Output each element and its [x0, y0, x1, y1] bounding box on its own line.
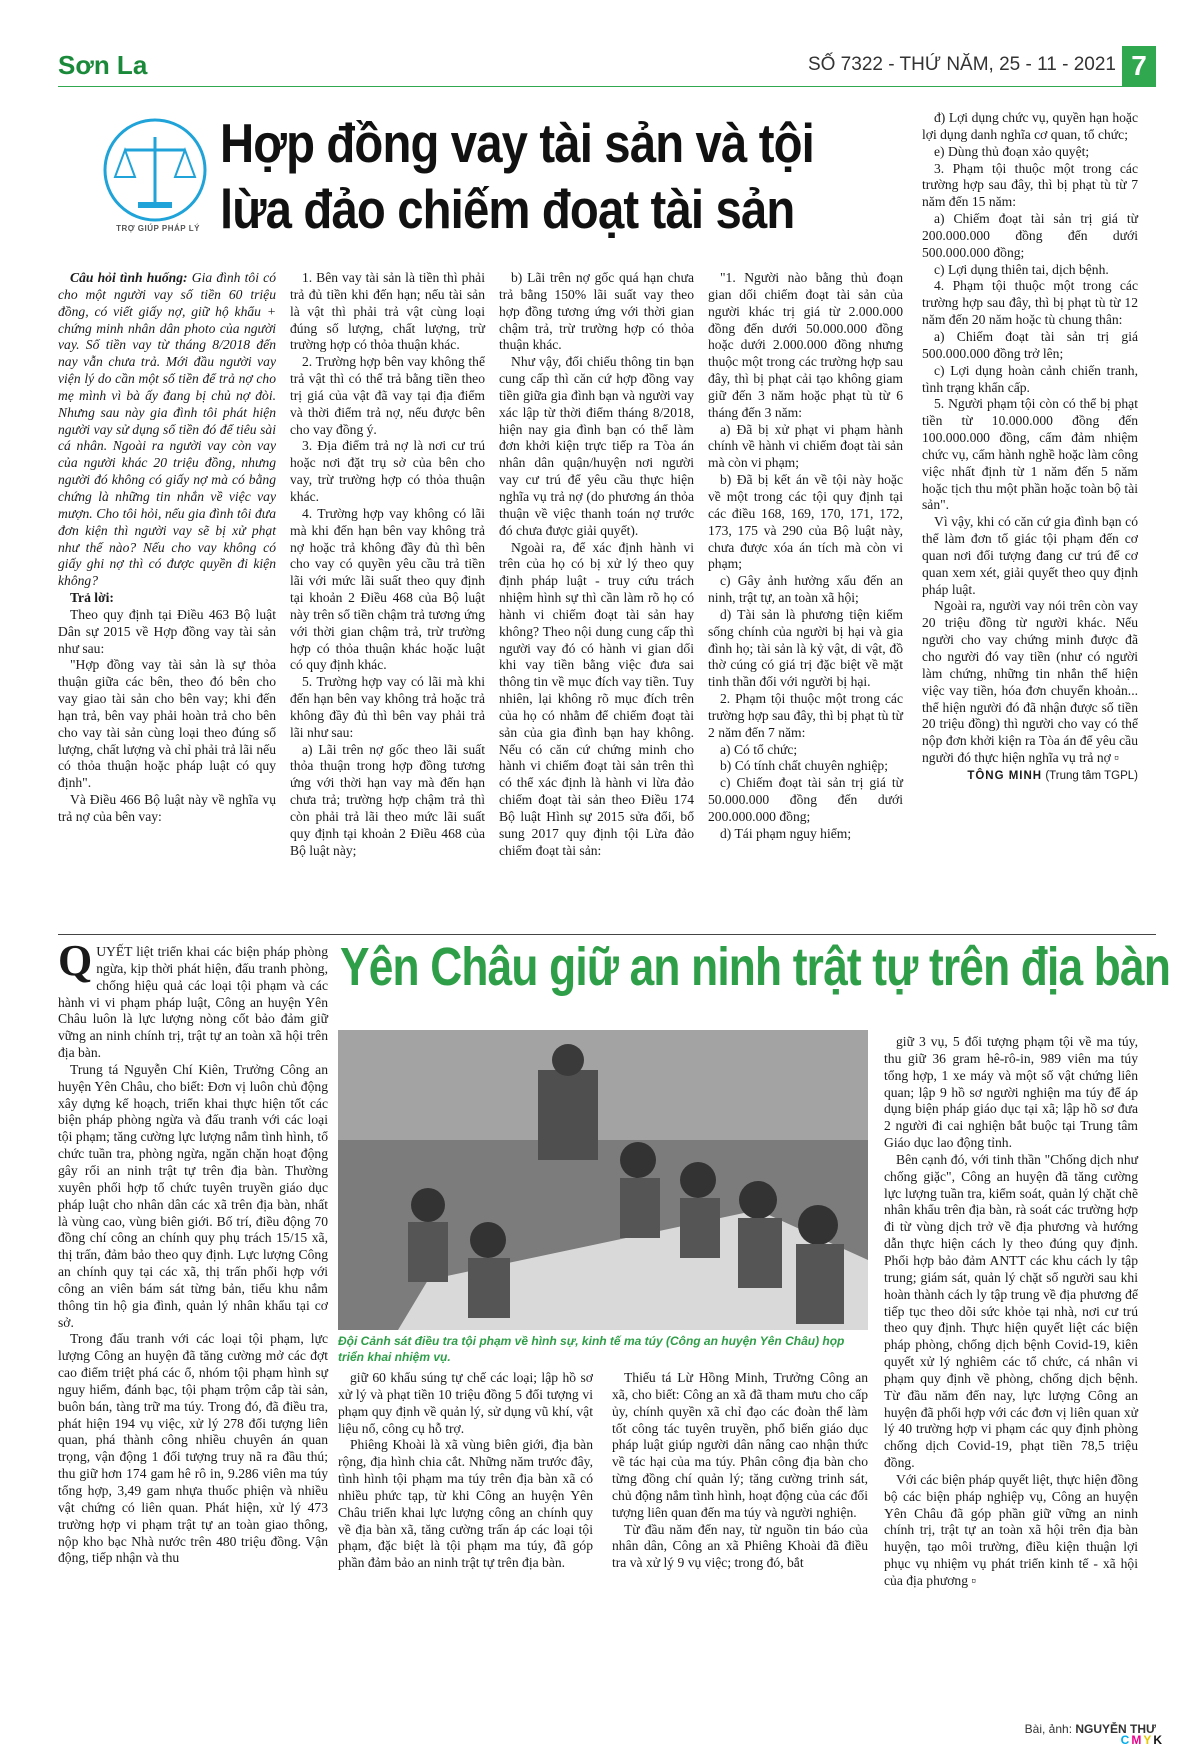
article1-column-5: [922, 110, 1138, 783]
paragraph: Như vậy, đối chiếu thông tin bạn cung cấp thì căn cứ hợp đồng vay tiền giữa gia đình bạn và người vay xác lập từ thời điểm tháng 8/2018, hiện nay gia đình bạn có thể làm đơn khởi kiện trực tiếp ra Tòa án nhân dân quận/huyện nơi người vay cư trú để yêu cầu thực hiện nghĩa vụ trả nợ (do phương án thỏa thuận về việc thanh toán nợ trước đó chưa được giải quyết).: [499, 354, 694, 538]
paragraph: a) Chiếm đoạt tài sản trị giá từ 200.000.000 đồng đến dưới 500.000.000 đồng;: [922, 211, 1138, 260]
byline-name: TÔNG MINH: [967, 769, 1043, 782]
paragraph: 4. Trường hợp vay không có lãi mà khi đến hạn bên vay không trả nợ hoặc trả không đầy đủ thì bên cho vay có quyền yêu cầu trả tiền lãi với mức lãi suất theo quy định tại khoản 2 Điều 468 của Bộ luật này trên số tiền chậm trả tương ứng với thời gian chậm trả, trừ trường hợp có thỏa thuận khác hoặc luật có quy định khác.: [290, 505, 485, 673]
issue-line: SỐ 7322 - THỨ NĂM, 25 - 11 - 2021: [807, 54, 1116, 75]
question-label: Câu hỏi tình huống:: [70, 270, 188, 285]
article1-column-1: [58, 270, 276, 826]
paragraph: 3. Địa điểm trả nợ là nơi cư trú hoặc nơi đặt trụ sở của bên cho vay, trừ trường hợp có thỏa thuận khác.: [290, 438, 485, 504]
page-header: [0, 0, 1200, 90]
paragraph: Và Điều 466 Bộ luật này về nghĩa vụ trả nợ của bên vay:: [58, 792, 276, 824]
header-rule: [58, 86, 1156, 87]
article1-column-3: [499, 270, 694, 860]
article-divider: [58, 934, 1156, 935]
paragraph: b) Lãi trên nợ gốc quá hạn chưa trả bằng 150% lãi suất vay theo hợp đồng tương ứng với thời gian chậm trả, trừ trường hợp có thỏa thuận khác.: [499, 270, 694, 353]
article2-column-3: [612, 1370, 868, 1572]
paragraph: b) Đã bị kết án về tội này hoặc về một trong các tội quy định tại các điều 168, 169, 170, 171, 172, 173, 175 và 290 của Bộ luật này, chưa được xóa án tích mà còn vi phạm;: [708, 472, 903, 572]
article2-column-1: [58, 936, 328, 1567]
paragraph: Trung tá Nguyễn Chí Kiên, Trưởng Công an huyện Yên Châu, cho biết: Đơn vị luôn chủ động xây dựng kế hoạch, triển khai thực hiện tốt các biện pháp phòng ngừa và đấu tranh với các loại tội phạm; tăng cường lực lượng nắm tình hình, tổ chức tuần tra, phòng ngừa, ngăn chặn hoạt động gây rối an ninh trật tự trên địa bàn. Thường xuyên phối hợp tổ chức tuyên truyền giáo dục pháp luật cho nhân dân các xã trên địa bàn, nhất là vùng cao, vùng biên giới. Bố trí, điều động 70 đồng chí công an chính quy phụ trách 15/15 xã, thị trấn, đảm bảo theo quy định. Lực lượng Công an chính quy tại các xã, thị trấn phối hợp với công an viên bám sát từng bản, tiểu khu nắm thông tin hộ gia đình, quản lý nhân khẩu tại cơ sở.: [58, 1061, 328, 1330]
paragraph: a) Có tổ chức;: [720, 741, 798, 757]
paragraph: Ngoài ra, người vay nói trên còn vay 20 triệu đồng từ người khác. Nếu người cho vay chứng minh được đã cho người đó vay tiền (như có người làm chứng, những tin nhắn thể hiện việc vay tiền, hóa đơn chuyển khoản... thể hiện người đó đã nhận được số tiền 20 triệu đồng) thì người cho vay có thể nộp đơn khởi kiện ra Tòa án để yêu cầu người đó thực hiện nghĩa vụ trả nợ ▫: [922, 598, 1138, 766]
question-text: Gia đình tôi có cho một người vay số tiền 60 triệu đồng, có viết giấy nợ, giữ hộ khẩu + chứng minh nhân dân photo của người vay. Số tiền vay từ tháng 8/2018 đến nay vẫn chưa trả. Mới đầu người vay viện lý do cần một số tiền để trả nợ cho mẹ mình vì bà ấy đang bị chủ nợ đòi. Nhưng sau này gia đình tôi phát hiện người vay sử dụng số tiền đó để tiêu sài cá nhân. Ngoài ra người vay còn vay của người khác 20 triệu đồng, nhưng người đó không có giấy nợ mà có bằng chứng là những tin nhắn về việc vay mượn. Cho tôi hỏi, nếu gia đình tôi đưa đơn kiện thì người vay sẽ bị xử phạt như thế nào? Nếu cho vay không có giấy ghi nợ thì có được quyền đi kiện không?: [58, 270, 277, 589]
cmyk-y: Y: [1143, 1733, 1154, 1747]
dropcap: Q: [58, 936, 93, 985]
cmyk-m: M: [1131, 1733, 1144, 1747]
photo-caption: Đội Cảnh sát điều tra tội phạm về hình sự, kinh tế ma túy (Công an huyện Yên Châu) họp triển khai nhiệm vụ.: [338, 1334, 845, 1364]
section-name: Sơn La: [58, 50, 148, 80]
page-number: 7: [1122, 46, 1156, 86]
paragraph: Ngoài ra, để xác định hành vi trên của họ có bị xử lý theo quy định pháp luật - truy cứu trách nhiệm hình sự thì cần làm rõ họ có hành vi chiếm đoạt tài sản hay không? Theo nội dung cung cấp thì người vay đó có hành vi gian dối khi vay tiền bằng việc đưa sai thông tin về mục đích vay tiền. Tuy nhiên, lại không rõ mục đích trên của họ có nhằm để chiếm đoạt tài sản của gia đình bạn hay không. Nếu có căn cứ chứng minh cho hành vi chiếm đoạt tài sản trên thì có thể xác định là hành vi lừa đảo chiếm đoạt tài sản theo Điều 174 Bộ luật Hình sự 2015 sửa đổi, bổ sung 2017 quy định tội Lừa đảo chiếm đoạt tài sản:: [499, 539, 694, 858]
article2-column-4: [884, 1034, 1138, 1590]
paragraph: đ) Lợi dụng chức vụ, quyền hạn hoặc lợi dụng danh nghĩa cơ quan, tổ chức;: [922, 110, 1138, 142]
paragraph: e) Dùng thủ đoạn xảo quyệt;: [934, 143, 1090, 159]
paragraph: Trong đấu tranh với các loại tội phạm, lực lượng Công an huyện đã tăng cường mở các đợt cao điểm triệt phá các ổ, nhóm tội phạm hình sự nguy hiểm, đánh bạc, tội phạm trộm cắp tài sản, buôn bán, tàng trữ ma túy. Trong đó, đã điều tra, phát hiện 194 vụ việc, xử lý 278 đối tượng liên quan, phá thành công nhiều chuyên án quan trọng, vận động 1 đối tượng truy nã ra đầu thú; thu giữ hơn 174 gam hê rô in, 9.286 viên ma túy tổng hợp, 3,49 gam nhựa thuốc phiện và nhiều vật chứng có liên quan. Phát hiện, xử lý 473 trường hợp vi phạm trật tự an toàn giao thông, nộp kho bạc Nhà nước trên 480 triệu đồng. Vận động, tiếp nhận và thu: [58, 1331, 328, 1566]
paragraph: Vì vậy, khi có căn cứ gia đình bạn có thể làm đơn tố giác tội phạm đến cơ quan nơi đối tượng đang cư trú để cơ quan xem xét, giải quyết theo quy định pháp luật.: [922, 514, 1138, 597]
paragraph: 5. Người phạm tội còn có thể bị phạt tiền từ 10.000.000 đồng đến 100.000.000 đồng, cấm đảm nhiệm chức vụ, cấm hành nghề hoặc làm công việc nhất định từ 1 năm đến 5 năm hoặc tịch thu một phần hoặc toàn bộ tài sản".: [922, 396, 1138, 513]
paragraph: Từ đầu năm đến nay, từ nguồn tin báo của nhân dân, Công an xã Phiêng Khoài đã điều tra và xử lý 9 vụ việc; trong đó, bắt: [612, 1521, 868, 1571]
paragraph: 2. Trường hợp bên vay không thể trả vật thì có thể trả bằng tiền theo trị giá của vật đã vay tại địa điểm và thời điểm trả nợ, nếu được bên cho vay đồng ý.: [290, 354, 485, 437]
paragraph: a) Lãi trên nợ gốc theo lãi suất thỏa thuận trong hợp đồng tương ứng với thời hạn vay mà đến hạn chưa trả; trường hợp chậm trả thì còn phải trả lãi theo mức lãi suất quy định tại khoản 2 Điều 468 của Bộ luật này;: [290, 741, 485, 858]
paragraph: d) Tài sản là phương tiện kiếm sống chính của người bị hại và gia đình họ; tài sản là kỷ vật, di vật, đồ thờ cúng có giá trị đặc biệt về mặt tinh thần đối với người bị hại.: [708, 606, 903, 690]
paragraph: 5. Trường hợp vay có lãi mà khi đến hạn bên vay không trả hoặc trả không đầy đủ thì bên vay phải trả lãi như sau:: [290, 674, 485, 740]
paragraph: a) Đã bị xử phạt vi phạm hành chính về hành vi chiếm đoạt tài sản mà còn vi phạm;: [708, 421, 903, 471]
paragraph: Thiếu tá Lừ Hồng Minh, Trưởng Công an xã, cho biết: Công an xã đã tham mưu cho cấp ủy, chính quyền xã chỉ đạo các đoàn thể làm tốt công tác tuyên truyền, phổ biến giáo dục pháp luật giúp người dân nâng cao nhận thức về tác hại của ma túy. Phân công địa bàn cho từng đồng chí quản lý; tăng cường trinh sát, chủ động nắm tình hình, hoạt động của các đối tượng liên quan đến ma túy và người nghiện.: [612, 1370, 868, 1520]
paragraph: giữ 60 khẩu súng tự chế các loại; lập hồ sơ xử lý và phạt tiền 10 triệu đồng 5 đối tượng vi phạm quy định về quản lý, sử dụng vũ khí, vật liệu nổ, công cụ hỗ trợ.: [338, 1370, 593, 1436]
answer-label: Trả lời:: [70, 590, 114, 606]
paragraph: c) Gây ảnh hưởng xấu đến an ninh, trật tự, an toàn xã hội;: [708, 573, 903, 606]
byline-prefix: Bài, ảnh:: [1024, 1722, 1073, 1736]
paragraph: c) Lợi dụng hoàn cảnh chiến tranh, tình trạng khẩn cấp.: [922, 362, 1138, 395]
cmyk-k: K: [1153, 1733, 1164, 1747]
paragraph: "1. Người nào bằng thủ đoạn gian dối chiếm đoạt tài sản của người khác trị giá từ 2.000.000 đồng đến dưới 50.000.000 đồng hoặc dưới 2.000.000 đồng nhưng thuộc một trong các trường hợp sau đây, thì bị phạt cải tạo không giam giữ đến 3 năm hoặc phạt tù từ 6 tháng đến 3 năm:: [708, 270, 903, 420]
paragraph: a) Chiếm đoạt tài sản trị giá 500.000.000 đồng trở lên;: [922, 328, 1138, 361]
article1-column-4: [708, 270, 903, 843]
lead-paragraph: UYẾT liệt triển khai các biện pháp phòng ngừa, kịp thời phát hiện, đấu tranh phòng, chống hiệu quả các loại tội phạm và các hành vi vi phạm pháp luật, Công an huyện Yên Châu luôn là lực lượng nòng cốt bảo đảm giữ vững an ninh chính trị, trật tự an toàn xã hội trên địa bàn.: [58, 944, 328, 1061]
paragraph: Theo quy định tại Điều 463 Bộ luật Dân sự 2015 về Hợp đồng vay tài sản như sau:: [58, 606, 276, 656]
logo-caption: TRỢ GIÚP PHÁP LÝ: [116, 224, 200, 233]
article1-column-2: [290, 270, 485, 860]
paragraph: 3. Phạm tội thuộc một trong các trường hợp sau đây, thì bị phạt tù từ 7 năm đến 15 năm:: [922, 160, 1138, 210]
paragraph: "Hợp đồng vay tài sản là sự thỏa thuận giữa các bên, theo đó bên cho vay giao tài sản cho bên vay; khi đến hạn trả, bên vay phải hoàn trả cho bên cho vay tài sản cùng loại theo đúng số lượng, chất lượng và chỉ phải trả lãi nếu có thỏa thuận hoặc pháp luật có quy định".: [58, 657, 276, 791]
cmyk-c: C: [1120, 1733, 1132, 1747]
byline-org: (Trung tâm TGPL): [1045, 769, 1138, 782]
article2-column-2: [338, 1370, 593, 1572]
article2-headline: Yên Châu giữ an ninh trật tự trên địa bàn: [340, 937, 1171, 997]
news-photo: [338, 1030, 868, 1330]
article1-headline: Hợp đồng vay tài sản và tội lừa đảo chiếm đoạt tài sản: [220, 112, 814, 240]
byline-name: NGUYỄN THƯ: [1075, 1722, 1156, 1736]
paragraph: b) Có tính chất chuyên nghiệp;: [720, 758, 888, 774]
paragraph: d) Tái phạm nguy hiểm;: [720, 825, 852, 841]
paragraph: c) Lợi dụng thiên tai, dịch bệnh.: [934, 261, 1109, 277]
paragraph: 1. Bên vay tài sản là tiền thì phải trả đủ tiền khi đến hạn; nếu tài sản là vật thì phải trả vật cùng loại đúng số lượng, chất lượng, trừ trường hợp có thỏa thuận khác.: [290, 270, 485, 353]
paragraph: c) Chiếm đoạt tài sản trị giá từ 50.000.000 đồng đến dưới 200.000.000 đồng;: [708, 775, 903, 824]
paragraph: 4. Phạm tội thuộc một trong các trường hợp sau đây, thì bị phạt tù từ 12 năm đến 20 năm hoặc tù chung thân:: [922, 278, 1138, 328]
cmyk-print-marks: [1121, 1733, 1164, 1747]
article1-byline: [922, 769, 1138, 783]
paragraph: giữ 3 vụ, 5 đối tượng phạm tội về ma túy, thu giữ 36 gram hê-rô-in, 989 viên ma túy tổng hợp, 1 xe máy và một số vật chứng liên quan; lập 9 hồ sơ người nghiện ma túy để áp dụng biện pháp giáo dục tại xã; lập hồ sơ đưa 2 người đi cai nghiện bắt buộc tại Trung tâm Giáo dục lao động tỉnh.: [884, 1034, 1138, 1151]
paragraph: Phiêng Khoài là xã vùng biên giới, địa bàn rộng, địa hình chia cắt. Những năm trước đây, tình hình tội phạm ma túy trên địa bàn xã có nhiều phức tạp, từ khi Công an huyện Yên Châu triển khai lực lượng công an chính quy về địa bàn xã, tăng cường trấn áp các loại tội phạm, đặc biệt là tội phạm ma túy, đã góp phần đảm bảo an ninh trật tự trên địa bàn.: [338, 1437, 593, 1571]
paragraph: Với các biện pháp quyết liệt, thực hiện đồng bộ các biện pháp nghiệp vụ, Công an huyện Yên Châu đã góp phần giữ vững an ninh chính trị, trật tự an toàn xã hội trên địa bàn huyện, tạo môi trường, điều kiện thuận lợi phục vụ nhiệm vụ phát triển kinh tế - xã hội của địa phương ▫: [884, 1471, 1138, 1588]
paragraph: Bên cạnh đó, với tinh thần "Chống dịch như chống giặc", Công an huyện đã tăng cường lực lượng tuần tra, kiểm soát, quản lý chặt chẽ nhân khẩu trên địa bàn, rà soát các trường hợp đi từ vùng dịch trở về địa phương và hướng dẫn thực hiện cách ly theo đúng quy định. Phối hợp bảo đảm ANTT các khu cách ly tập trung; giám sát, quản lý chặt số người sau khi hoàn thành cách ly tập trung về địa phương để tiếp tục theo dõi sức khỏe tại nhà, nơi cư trú theo quy định. Thực hiện quyết liệt các biện pháp phòng, chống dịch bệnh Covid-19, kiên quyết xử lý nghiêm các tổ chức, cá nhân vi phạm quy định về phòng, chống dịch bệnh. Từ đầu năm đến nay, lực lượng Công an huyện đã phối hợp với các đơn vị liên quan xử lý 40 trường hợp vi phạm các quy định phòng chống dịch Covid-19, phạt tiền 78,5 triệu đồng.: [884, 1151, 1138, 1471]
paragraph: 2. Phạm tội thuộc một trong các trường hợp sau đây, thì bị phạt tù từ 2 năm đến 7 năm:: [708, 691, 903, 740]
